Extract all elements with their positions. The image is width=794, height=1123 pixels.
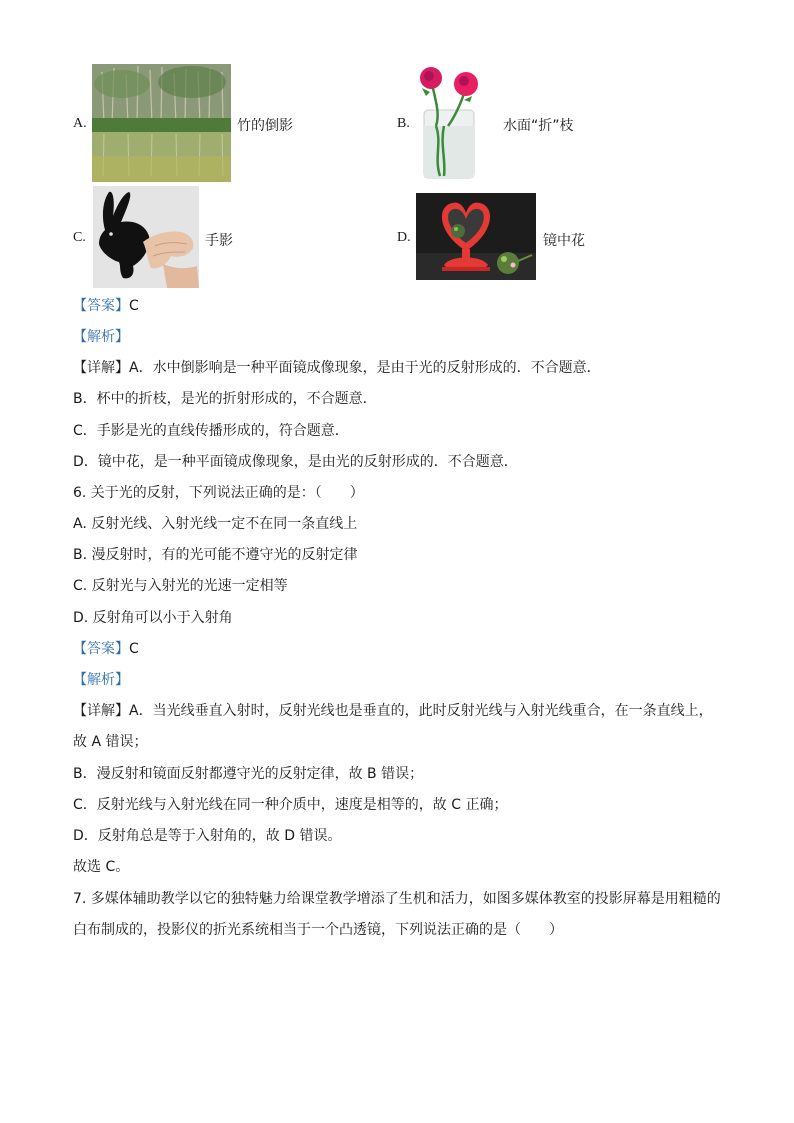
q6-choice-a: A. 反射光线、入射光线一定不在同一条直线上 xyxy=(73,516,358,532)
q5-detail-line-4: D．镜中花，是一种平面镜成像现象，是由光的反射形成的．不合题意． xyxy=(73,454,518,470)
q6-detail-line-4: C．反射光线与入射光线在同一种介质中，速度是相等的，故 C 正确； xyxy=(73,797,508,813)
q7-stem-line-2: 白布制成的，投影仪的折光系统相当于一个凸透镜，下列说法正确的是（ ） xyxy=(73,922,563,938)
analysis-tag: 【解析】 xyxy=(73,329,129,345)
answer-tag: 【答案】 xyxy=(73,641,129,657)
q6-detail-line-1 xyxy=(73,702,713,720)
q6-detail-line-2: 故 A 错误； xyxy=(73,734,148,750)
option-b-letter: B. xyxy=(397,116,410,131)
option-a-caption: 竹的倒影 xyxy=(237,118,293,134)
mirror-flower-image xyxy=(416,193,536,280)
roses-in-glass-image xyxy=(414,62,494,180)
q6-detail-line-6: 故选 C。 xyxy=(73,859,130,875)
q5-detail-line-3: C．手影是光的直线传播形成的，符合题意． xyxy=(73,423,349,439)
q7-stem-line-1: 7. 多媒体辅助教学以它的独特魅力给课堂教学增添了生机和活力，如图多媒体教室的投影屏幕是用粗糙的 xyxy=(73,891,721,907)
detail-text: A．当光线垂直入射时，反射光线也是垂直的，此时反射光线与入射光线重合，在一条直线上， xyxy=(129,703,713,719)
q5-analysis-tag xyxy=(73,328,129,346)
detail-tag: 【详解】 xyxy=(73,360,129,376)
q6-answer-line xyxy=(73,640,139,658)
q6-choice-c: C. 反射光与入射光的光速一定相等 xyxy=(73,578,288,594)
detail-text: A．水中倒影响是一种平面镜成像现象，是由于光的反射形成的．不合题意． xyxy=(129,360,601,376)
q5-answer-line xyxy=(73,297,139,315)
option-c-caption: 手影 xyxy=(205,233,233,249)
q6-choice-b: B. 漫反射时，有的光可能不遵守光的反射定律 xyxy=(73,547,358,563)
q6-analysis-tag xyxy=(73,671,129,689)
detail-tag: 【详解】 xyxy=(73,703,129,719)
answer-value: C xyxy=(129,641,139,657)
answer-value: C xyxy=(129,298,139,314)
option-a-letter: A. xyxy=(73,116,87,131)
option-c-letter: C. xyxy=(73,230,86,245)
q6-choice-d: D. 反射角可以小于入射角 xyxy=(73,610,233,626)
option-d-caption: 镜中花 xyxy=(543,233,585,249)
bamboo-reflection-image xyxy=(92,64,231,182)
analysis-tag: 【解析】 xyxy=(73,672,129,688)
q6-stem: 6. 关于光的反射，下列说法正确的是：（ ） xyxy=(73,485,364,501)
q5-detail-line-2: B．杯中的折枝，是光的折射形成的，不合题意． xyxy=(73,391,377,407)
option-b-caption: 水面“折”枝 xyxy=(503,118,574,134)
hand-shadow-image xyxy=(93,186,199,288)
q6-detail-line-3: B．漫反射和镜面反射都遵守光的反射定律，故 B 错误； xyxy=(73,766,424,782)
answer-tag: 【答案】 xyxy=(73,298,129,314)
q6-detail-line-5: D．反射角总是等于入射角的，故 D 错误。 xyxy=(73,828,342,844)
option-d-letter: D. xyxy=(397,230,411,245)
q5-detail-line-1 xyxy=(73,359,601,377)
